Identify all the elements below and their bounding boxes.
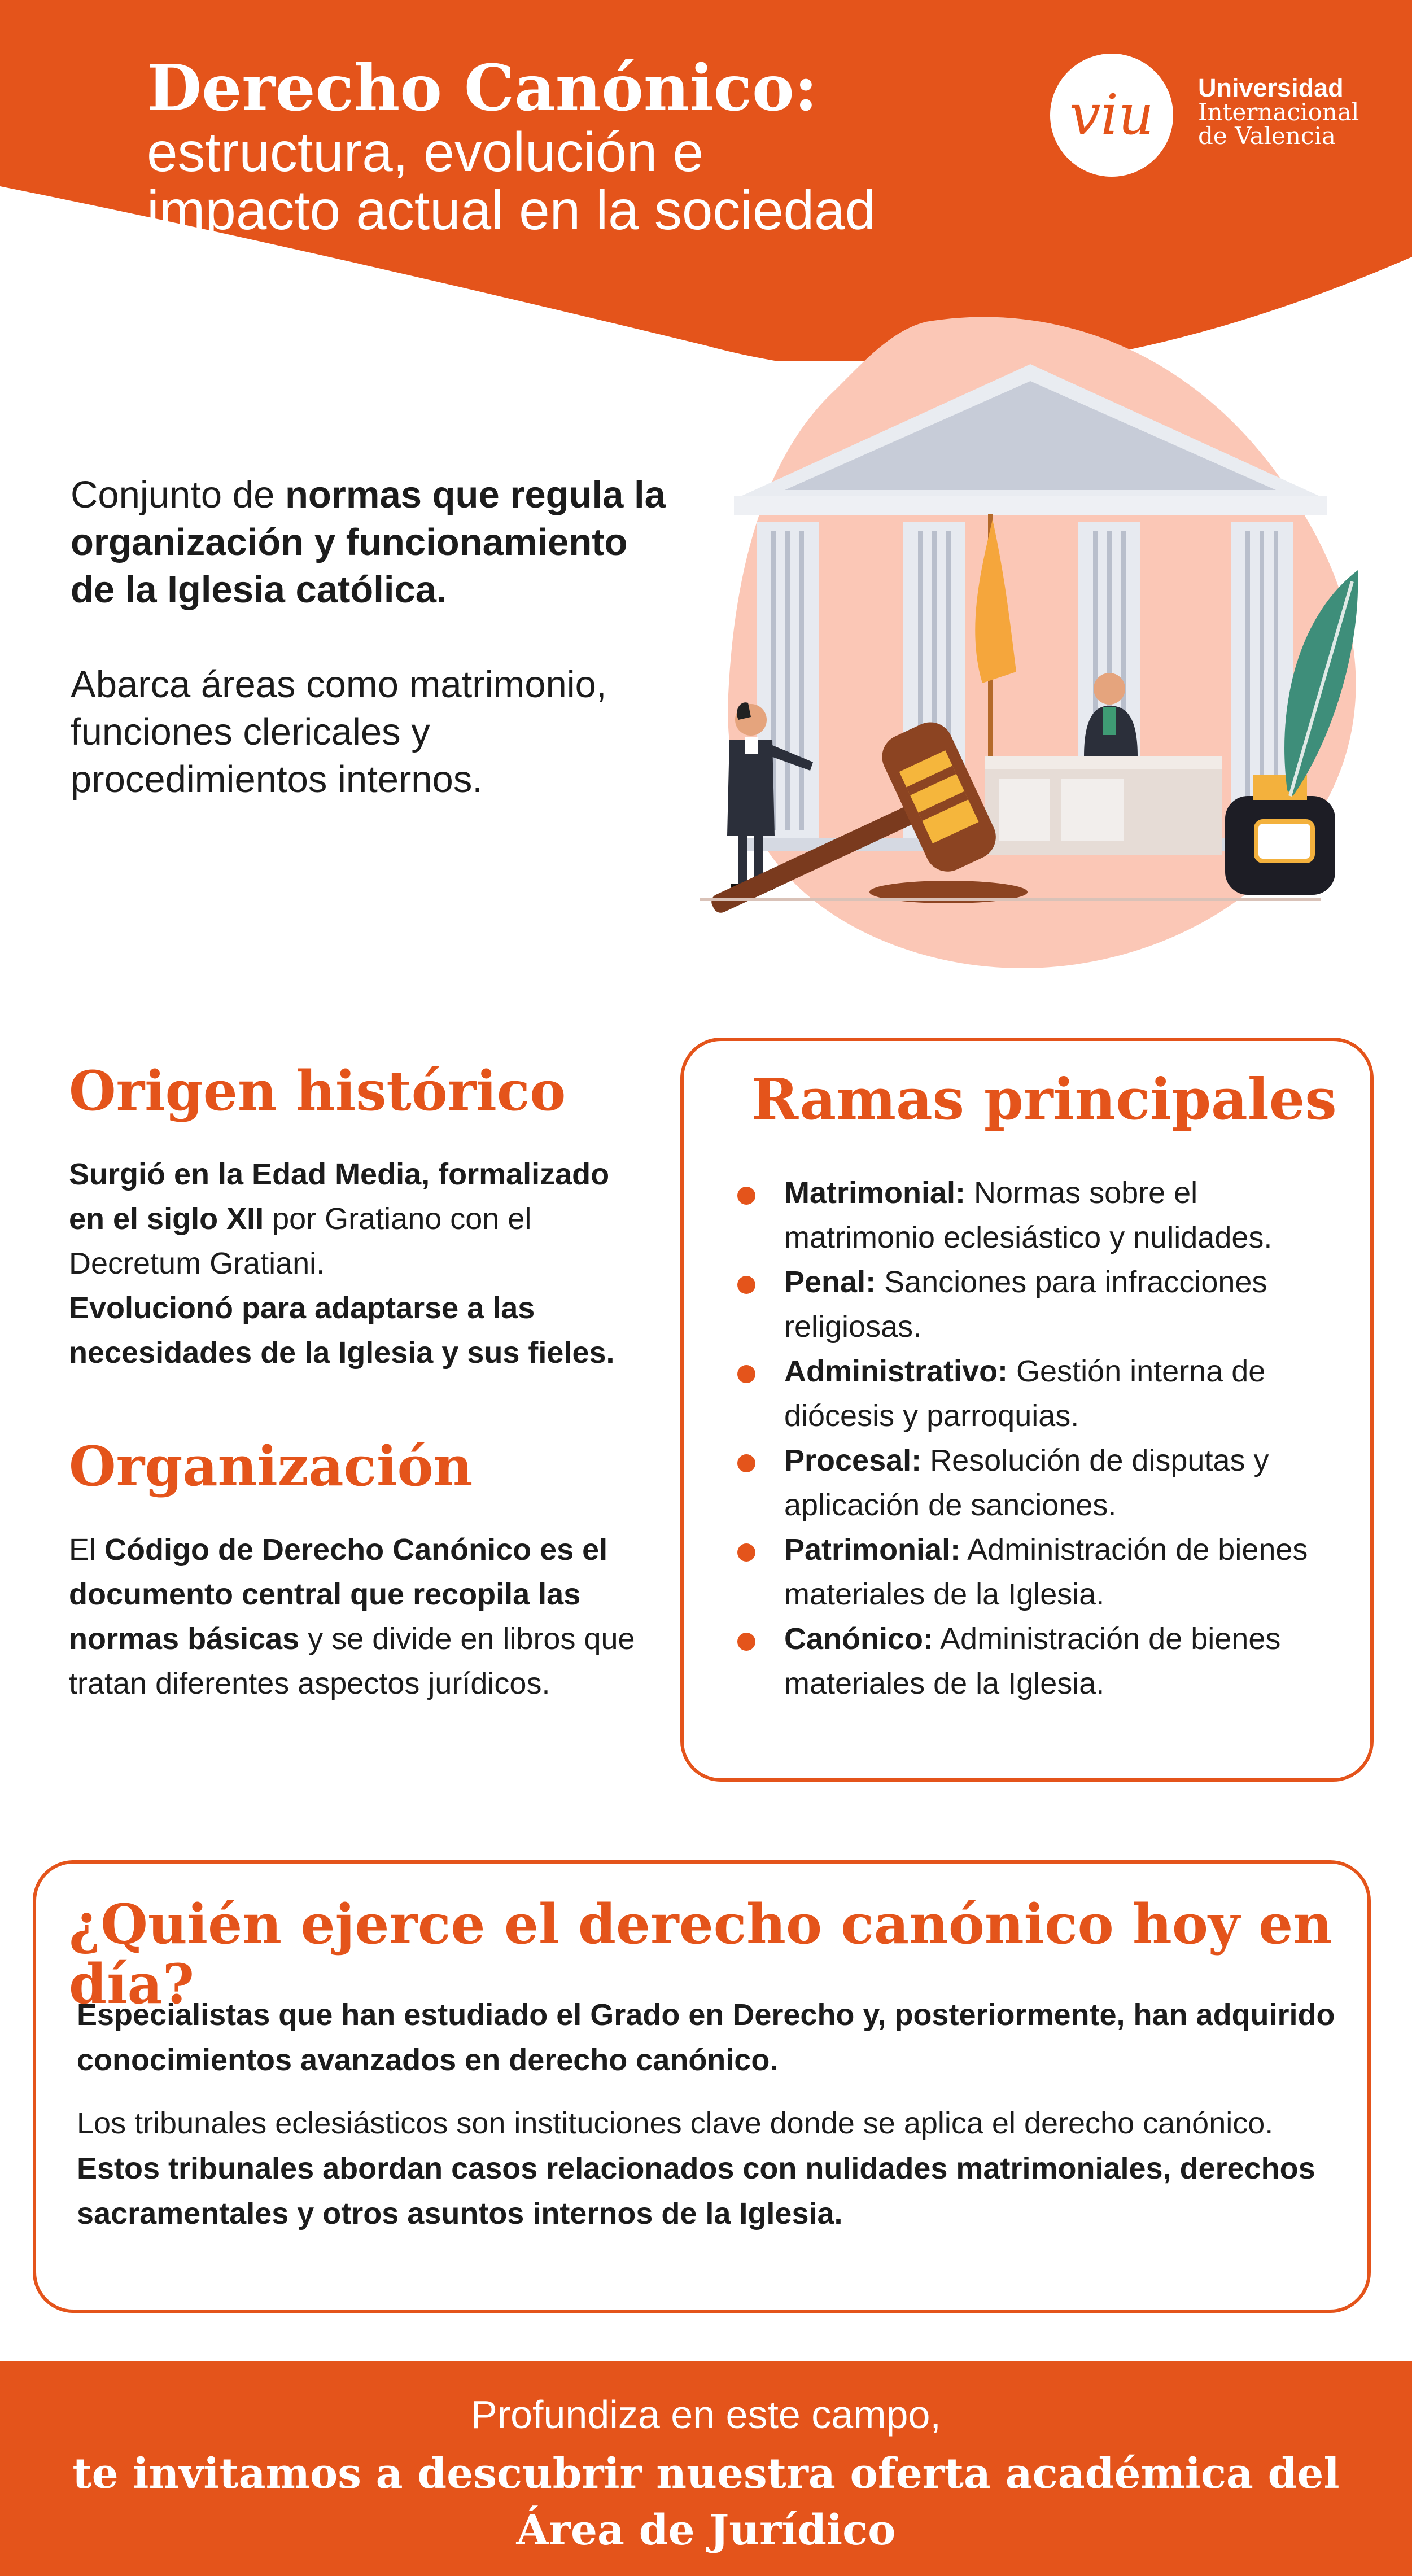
courthouse-illustration (666, 310, 1394, 988)
origen-bold-2: Evolucionó para adaptarse a las necesidades de la Iglesia y sus fieles. (69, 1291, 615, 1370)
quien-box (33, 1860, 1371, 2313)
origen-text-2: Decretum Gratiani. (69, 1246, 325, 1280)
title-line-2: estructura, evolución e (147, 121, 703, 183)
footer-cta (0, 2361, 1412, 2576)
bullet-icon (737, 1187, 755, 1205)
origen-text-1: por Gratiano con el (264, 1201, 532, 1236)
ramas-heading: Ramas principales (751, 1066, 1337, 1132)
bullet-icon (737, 1543, 755, 1562)
title-line-1: Derecho Canónico: (147, 51, 818, 125)
organizacion-heading: Organización (69, 1434, 473, 1498)
quien-heading: ¿Quién ejerce el derecho canónico hoy en día? (69, 1892, 1332, 2016)
bullet-icon (737, 1276, 755, 1294)
page-title (147, 51, 876, 242)
quien-paragraph-1: Especialistas que han estudiado el Grado en Derecho y, posteriormente, han adquirido conocimientos avanzados en derecho canónico. (77, 1998, 1335, 2077)
item-text: Sanciones para infracciones religiosas. (784, 1265, 1267, 1344)
item-label: Patrimonial: (784, 1533, 961, 1567)
ramas-box (680, 1038, 1374, 1782)
item-text: Normas sobre el matrimonio eclesiástico y nulidades. (784, 1176, 1273, 1254)
footer-line-3: Área de Jurídico (516, 2506, 896, 2555)
logo-line-2: Internacional (1198, 98, 1359, 126)
intro-section (71, 471, 669, 851)
logo-mark: viu (1069, 83, 1154, 147)
footer-cta-text[interactable] (0, 2446, 1412, 2558)
quien-paragraph-2 (77, 2101, 1341, 2236)
list-item (684, 1349, 1370, 1438)
organizacion-body (69, 1528, 650, 1706)
item-text: Resolución de disputas y aplicación de sanciones. (784, 1444, 1269, 1522)
item-text: Administración de bienes materiales de la Iglesia. (784, 1533, 1308, 1611)
item-label: Administrativo: (784, 1354, 1008, 1388)
quien-text: Los tribunales eclesiásticos son instituciones clave donde se aplica el derecho canónico. (77, 2106, 1274, 2140)
ramas-list (684, 1171, 1370, 1706)
intro-highlight: normas que regula la organización y funcionamiento de la Iglesia católica. (71, 474, 666, 611)
logo-line-3: de Valencia (1198, 122, 1336, 150)
title-line-3: impacto actual en la sociedad (147, 179, 876, 242)
intro-paragraph-2: Abarca áreas como matrimonio, funciones clericales y procedimientos internos. (71, 663, 607, 801)
bullet-icon (737, 1365, 755, 1383)
list-item (684, 1617, 1370, 1706)
item-label: Procesal: (784, 1444, 922, 1477)
logo-line-1: Universidad (1198, 73, 1344, 102)
footer-line-2: te invitamos a descubrir nuestra oferta académica del (72, 2450, 1340, 2498)
bullet-icon (737, 1454, 755, 1472)
item-label: Canónico: (784, 1622, 933, 1656)
intro-text: Conjunto de (71, 474, 285, 516)
list-item (684, 1438, 1370, 1528)
list-item (684, 1171, 1370, 1260)
organizacion-section (69, 1434, 650, 1706)
logo-text (1198, 75, 1359, 148)
list-item (684, 1260, 1370, 1349)
origen-heading: Origen histórico (69, 1059, 566, 1123)
item-text: Gestión interna de diócesis y parroquias. (784, 1354, 1266, 1433)
logo-circle (1050, 54, 1173, 177)
origen-bold-1: Surgió en la Edad Media, formalizado en el siglo XII (69, 1157, 610, 1236)
judge-head (1094, 673, 1125, 705)
intro-paragraph-1 (71, 471, 669, 614)
origen-section (69, 1061, 650, 1375)
bullet-icon (737, 1633, 755, 1651)
organizacion-text-2: y se divide en libros que tratan diferentes aspectos jurídicos. (69, 1621, 635, 1700)
item-label: Matrimonial: (784, 1176, 966, 1210)
university-logo (1050, 54, 1366, 178)
origen-body (69, 1152, 650, 1375)
list-item (684, 1528, 1370, 1617)
footer-line-1: Profundiza en este campo, (471, 2393, 941, 2437)
item-text: Administración de bienes materiales de la Iglesia. (784, 1622, 1281, 1700)
quien-bold: Estos tribunales abordan casos relacionados con nulidades matrimoniales, derechos sacramentales y otros asuntos internos de la Iglesia. (77, 2151, 1315, 2231)
organizacion-bold: Código de Derecho Canónico es el documento central que recopila las normas básicas (69, 1532, 608, 1656)
item-label: Penal: (784, 1265, 876, 1299)
organizacion-text-1: El (69, 1532, 105, 1567)
